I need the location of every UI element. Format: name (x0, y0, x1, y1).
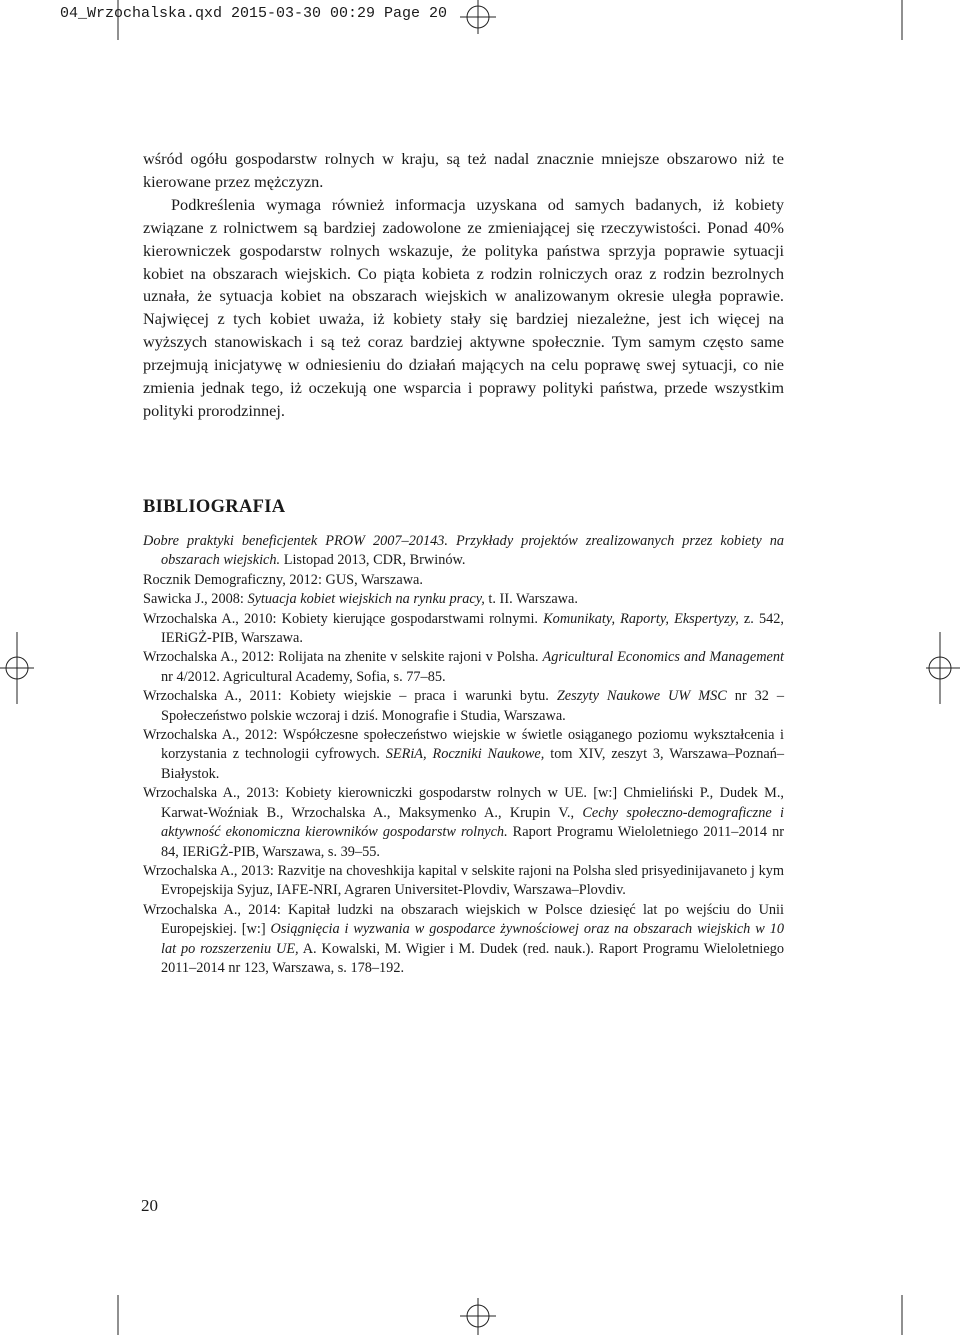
bibliography-entry-text: Wrzochalska A., 2012: Rolijata na zhenite v selskite rajoni v Polsha. (143, 649, 543, 666)
bibliography-entry-title: Komunikaty, Raporty, Ekspertyzy, (543, 610, 739, 627)
bibliography-entry (143, 590, 784, 609)
bibliography-list (143, 532, 784, 978)
bibliography-entry-text: Sawicka J., 2008: (143, 591, 248, 608)
bibliography-entry (143, 901, 784, 979)
bibliography-entry (143, 784, 784, 862)
body-text (143, 148, 784, 423)
bibliography-entry-text: Wrzochalska A., 2014: Kapitał ludzki na obszarach wiejskich w Polsce dziesięć lat po wejściu do Unii Europejskiej. [w:] (143, 901, 784, 938)
bibliography-entry-text: t. II. Warszawa. (484, 591, 578, 608)
section-heading: BIBLIOGRAFIA (143, 497, 286, 517)
bibliography-entry-title: Dobre praktyki beneficjentek PROW 2007–20143. Przykłady projektów zrealizowanych przez kobiety na obszarach wiejskich. (143, 533, 784, 569)
bibliography-entry (143, 532, 784, 571)
bibliography-entry-text: Rocznik Demograficzny, 2012: GUS, Warszawa. (143, 571, 423, 588)
bibliography-entry-text: Wrzochalska A., 2012: Współczesne społeczeństwo wiejskie w świetle osiąganego poziomu wykształcenia i korzystania z technologii cyfrowych. (143, 727, 784, 763)
paragraph: wśród ogółu gospodarstw rolnych w kraju, są też nadal znacznie mniejsze obszarowo niż te kierowane przez mężczyzn. (143, 149, 784, 191)
bibliography-entry-text: z. 542, IERiGŻ-PIB, Warszawa. (161, 610, 784, 647)
bibliography-entry (143, 610, 784, 649)
bibliography-entry-text: Wrzochalska A., 2010: Kobiety kierujące gospodarstwami rolnymi. (143, 610, 544, 627)
bibliography-entry (143, 862, 784, 901)
bibliography-entry-title: Sytuacja kobiet wiejskich na rynku pracy, (247, 591, 485, 608)
bibliography-entry-title: SERiA, Roczniki Naukowe, (385, 746, 545, 763)
bibliography-entry-text: Raport Programu Wieloletniego 2011–2014 nr 84, IERiGŻ-PIB, Warszawa, s. 39–55. (161, 824, 784, 860)
bibliography-entry-text: nr 4/2012. Agricultural Academy, Sofia, s. 77–85. (161, 668, 446, 685)
bibliography-entry-text: nr 32 – Społeczeństwo polskie wczoraj i dziś. Monografie i Studia, Warszawa. (161, 688, 785, 724)
bibliography-entry-text: Listopad 2013, CDR, Brwinów. (280, 552, 466, 569)
bibliography-entry-title: Zeszyty Naukowe UW MSC (556, 688, 727, 705)
bibliography-entry-text: Wrzochalska A., 2011: Kobiety wiejskie – praca i warunki bytu. (143, 688, 557, 705)
bibliography-entry (143, 648, 784, 687)
bibliography-entry-text: A. Kowalski, M. Wigier i M. Dudek (red. nauk.). Raport Programu Wieloletniego 2011–2014 nr 123, Warszawa, s. 178–192. (161, 940, 784, 976)
bibliography-entry (143, 571, 784, 590)
bibliography-entry (143, 687, 784, 726)
bibliography-entry-title: Osiągnięcia i wyzwania w gospodarce żywnościowej oraz na obszarach wiejskich w 10 lat po rozszerzeniu UE, (161, 921, 784, 957)
page-number: 20 (141, 1196, 158, 1215)
bibliography-entry-title: Cechy społeczno-demograficzne i aktywność ekonomiczna kierowników gospodarstw rolnych. (161, 804, 785, 841)
bibliography-entry-text: Wrzochalska A., 2013: Razvitje na choveshkija kapital v selskite rajoni na Polsha sled prisyedinijavaneto j kym Evropejskija Syjuz, IAFE-NRI, Agraren Universitet-Plovdiv, Warszawa–Plovdiv. (143, 862, 784, 899)
paragraph: Podkreślenia wymaga również informacja uzyskana od samych badanych, iż kobiety związane z rolnictwem są bardziej zadowolone ze zmieniającej się rzeczywistości. Ponad 40% kierowniczek gospodarstw rolnych wskazuje, że polityka państwa sprzyja poprawie sytuacji kobiet na obszarach wiejskich. Co piąta kobieta z rodzin rolniczych oraz z rodzin bezrolnych uznała, że sytuacja kobiet na obszarach wiejskich w analizowanym okresie uległa poprawie. Najwięcej z tych kobiet uważa, iż kobiety stały się bardziej niezależne, jest ich więcej na wyższych stanowiskach i są też coraz bardziej aktywne społecznie. Tym samym często same przejmują inicjatywę w odniesieniu do działań mających na celu poprawę swej sytuacji, co nie zmienia jednak tego, iż oczekują one wsparcia i poprawy polityki państwa, przede wszystkim polityki prorodzinnej. (143, 194, 784, 420)
file-slug: 04_Wrzochalska.qxd 2015-03-30 00:29 Page 20 (60, 5, 448, 22)
bibliography-entry-text: Wrzochalska A., 2013: Kobiety kierowniczki gospodarstw rolnych w UE. [w:] Chmieliński P., Dudek M., Karwat-Woźniak B., Wrzochalska A., Maksymenko A., Krupin V., (143, 785, 784, 821)
bibliography-entry-title: Agricultural Economics and Management (542, 649, 784, 666)
bibliography-entry-text: tom XIV, zeszyt 3, Warszawa–Poznań–Białystok. (161, 746, 784, 782)
bibliography-entry (143, 726, 784, 784)
